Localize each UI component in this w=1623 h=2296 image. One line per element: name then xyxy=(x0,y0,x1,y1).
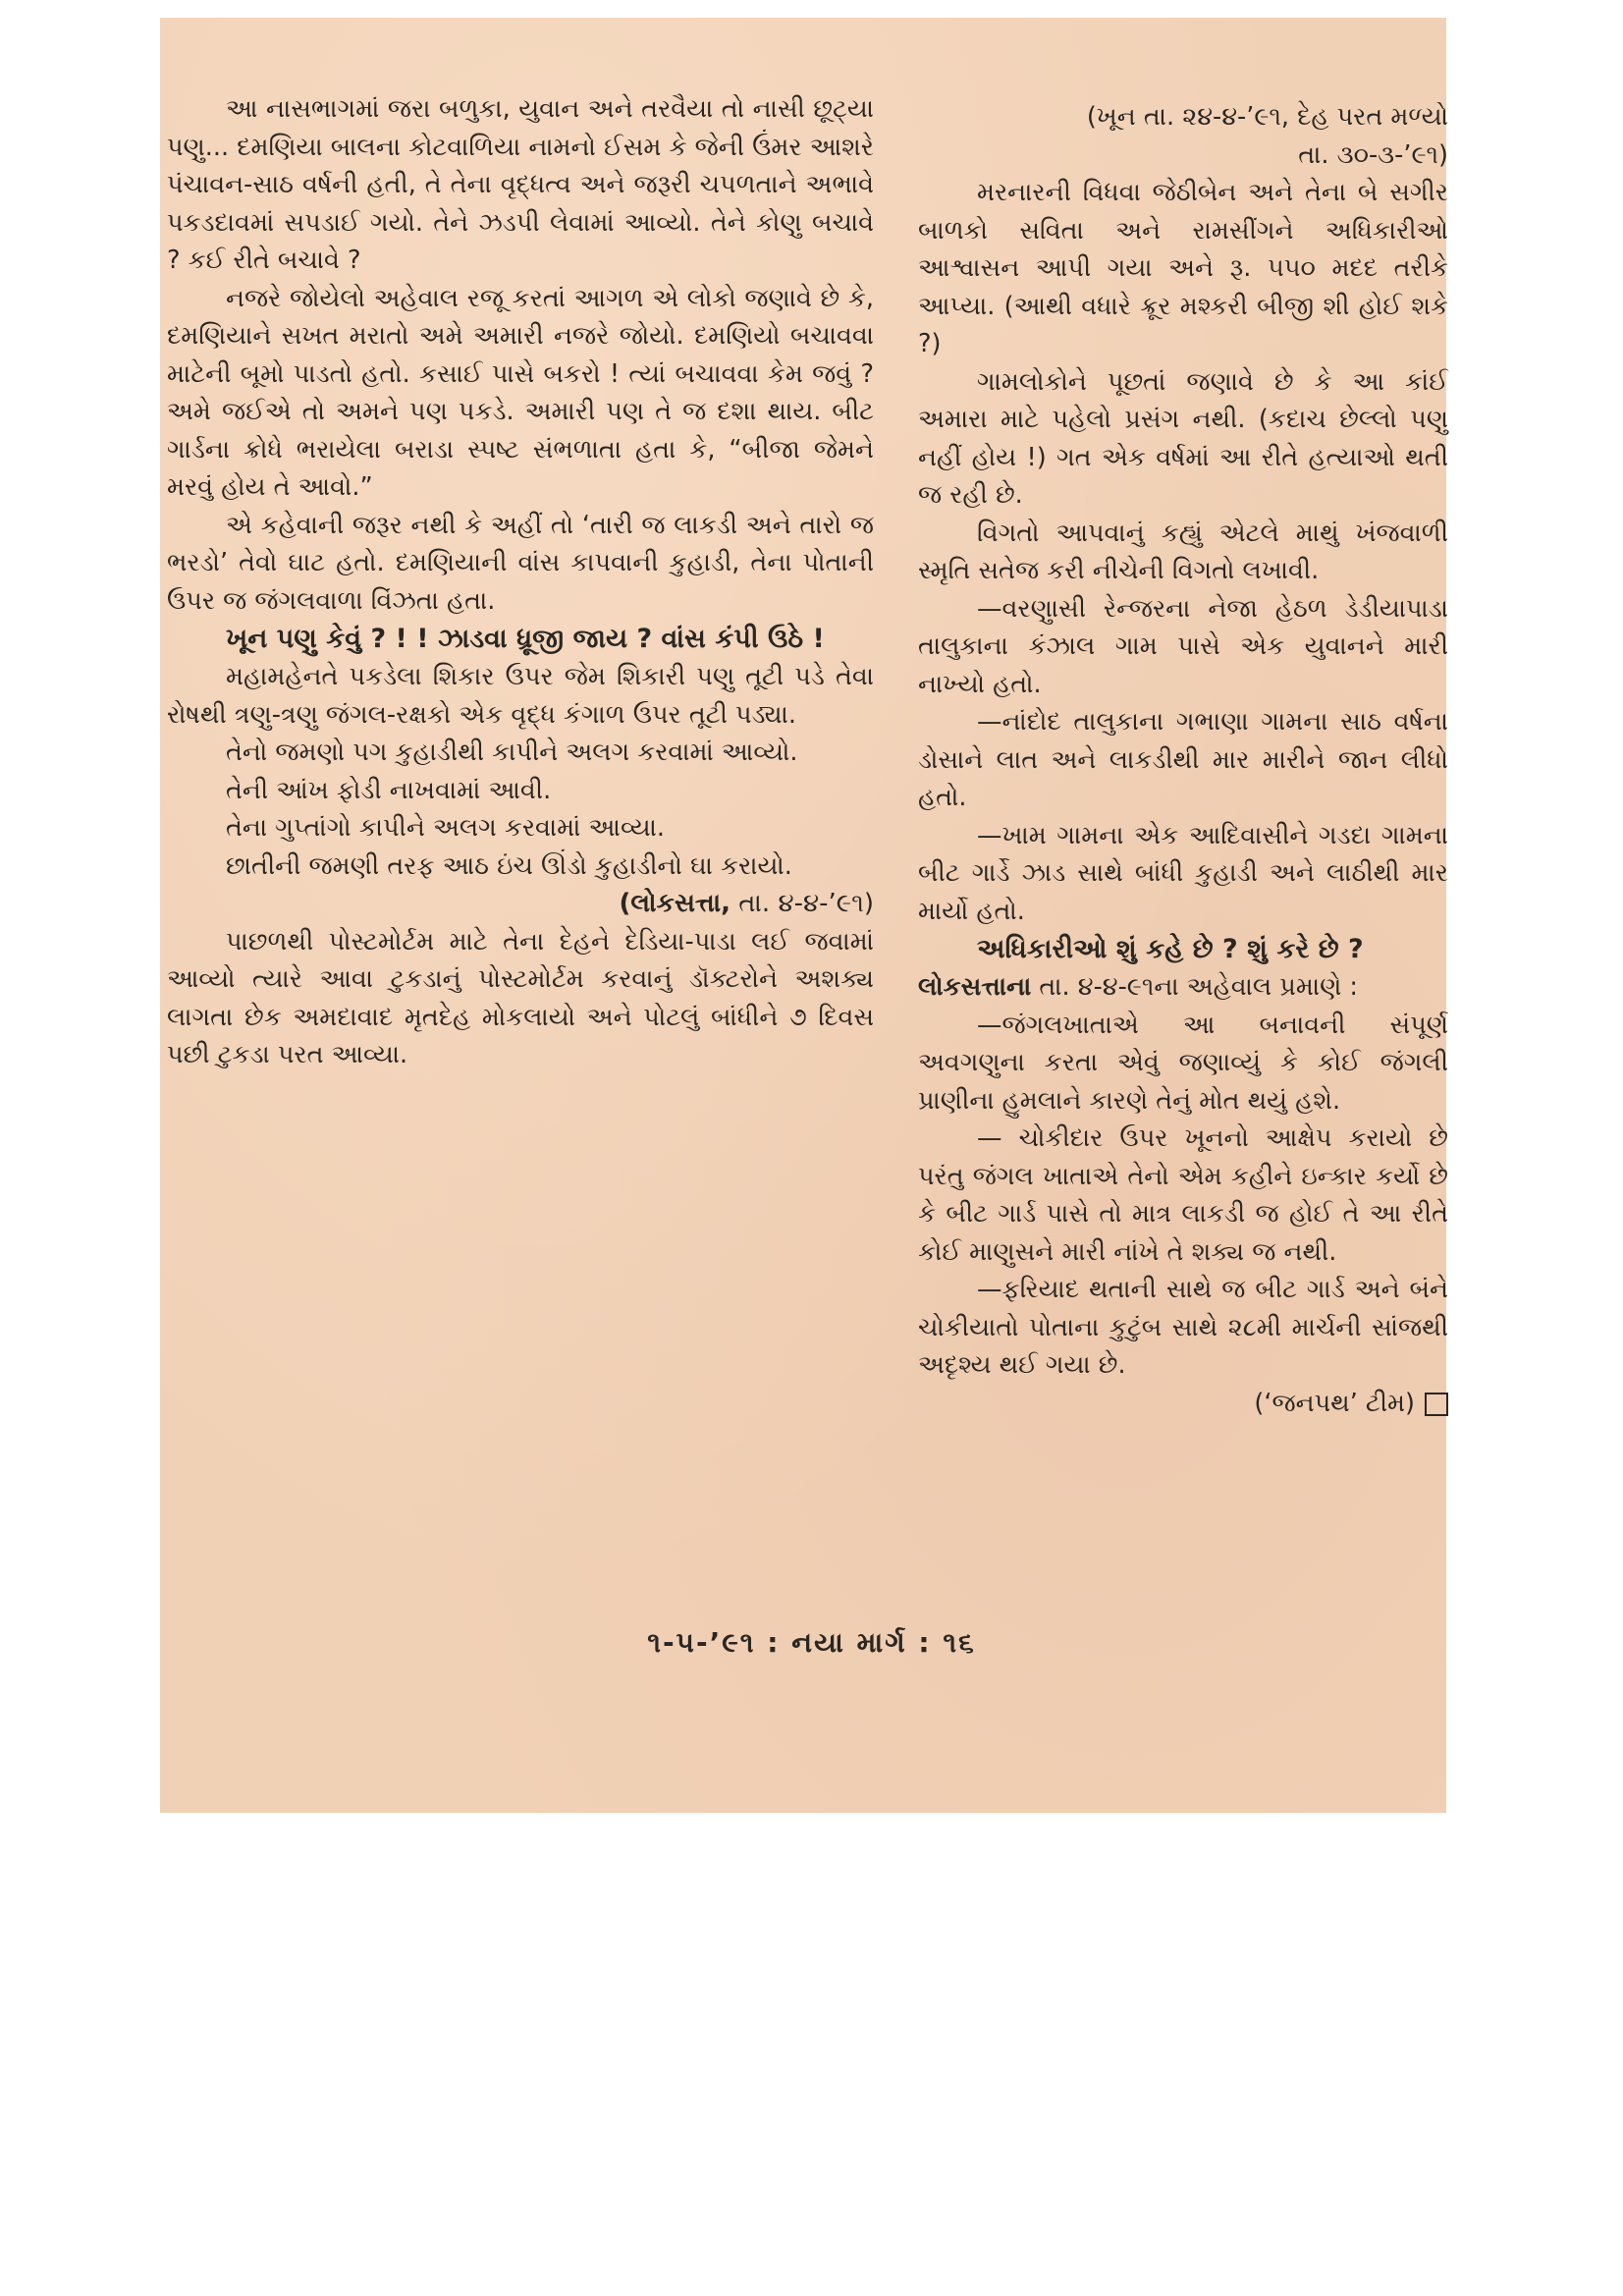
report-reference: તા. ૪-૪-૯૧ના અહેવાલ પ્રમાણે : xyxy=(1031,972,1359,1002)
paragraph: તેનો જમણો પગ કુહાડીથી કાપીને અલગ કરવામાં આવ્યો. xyxy=(226,738,798,767)
paragraph: પાછળથી પોસ્ટમોર્ટમ માટે તેના દેહને દેડિયા-પાડા લઈ જવામાં આવ્યો ત્યારે આવા ટુકડાનું પોસ્ટમોર્ટમ કરવાનું ડૉક્ટરોને અશક્ય લાગતા છેક અમદાવાદ મૃતદેહ મોકલાયો અને પોટલું બાંધીને ૭ દિવસ પછી ટુકડા પરત આવ્યા. xyxy=(167,926,874,1069)
paragraph: —ખામ ગામના એક આદિવાસીને ગડદા ગામના બીટ ગાર્ડે ઝાડ સાથે બાંધી કુહાડી અને લાઠીથી માર માર્યો હતો. xyxy=(918,820,1448,926)
source-citation xyxy=(167,885,874,923)
right-column xyxy=(918,98,1448,1422)
section-heading: ખૂન પણુ કેવું ? ! ! ઝાડવા ધ્રૂજી જાય ? વાંસ કંપી ઉઠે ! xyxy=(226,624,825,654)
paragraph: —ફરિયાદ થતાની સાથે જ બીટ ગાર્ડ અને બંને ચોકીયાતો પોતાના કુટુંબ સાથે ૨૮મી માર્ચની સાંજથી અદૃશ્ય થઈ ગયા છે. xyxy=(918,1275,1448,1380)
source-name: (લોકસત્તા, xyxy=(619,889,731,918)
paragraph: —નાંદોદ તાલુકાના ગભાણા ગામના સાઠ વર્ષના ડોસાને લાત અને લાકડીથી માર મારીને જાન લીધો હતો. xyxy=(918,707,1448,812)
paragraph: મહામહેનતે પકડેલા શિકાર ઉપર જેમ શિકારી પણુ તૂટી પડે તેવા રોષથી ત્રણુ-ત્રણુ જંગલ-રક્ષકો એક વૃદ્ધ કંગાળ ઉપર તૂટી પડ્યા. xyxy=(167,662,874,730)
paragraph: — ચોકીદાર ઉપર ખૂનનો આક્ષેપ કરાયો છે પરંતુ જંગલ ખાતાએ તેનો એમ કહીને ઇન્કાર કર્યો છે કે બીટ ગાર્ડ પાસે તો માત્ર લાકડી જ હોઈ તે આ રીતે કોઈ માણુસને મારી નાંખે તે શક્ય જ નથી. xyxy=(918,1123,1448,1267)
source-date: તા. ૪-૪-’૯૧) xyxy=(730,889,874,918)
dateline: (ખૂન તા. ૨૪-૪-’૯૧, દેહ પરત મળ્યો xyxy=(1086,102,1448,132)
paragraph: એ કહેવાની જરૂર નથી કે અહીં તો ‘તારી જ લાકડી અને તારો જ ભરડો’ તેવો ઘાટ હતો. દમણિયાની વાંસ કાપવાની કુહાડી, તેના પોતાની ઉપર જ જંગલવાળા વિંઝતા હતા. xyxy=(167,510,874,616)
left-column xyxy=(167,90,874,1074)
paragraph: છાતીની જમણી તરફ આઠ ઇંચ ઊંડો કુહાડીનો ઘા કરાયો. xyxy=(226,850,792,881)
paragraph: તેની આંખ ફોડી નાખવામાં આવી. xyxy=(226,775,552,805)
paragraph: આ નાસભાગમાં જરા બળુકા, યુવાન અને તરવૈયા તો નાસી છૂટ્યા પણુ... દમણિયા બાલના કોટવાળિયા નામનો ઈસમ કે જેની ઉંમર આશરે પંચાવન-સાઠ વર્ષની હતી, તે તેના વૃદ્ધત્વ અને જરૂરી ચપળતાને અભાવે પકડદાવમાં સપડાઈ ગયો. તેને ઝડપી લેવામાં આવ્યો. તેને કોણુ બચાવે ? કઈ રીતે બચાવે ? xyxy=(167,94,874,275)
signature: (‘જનપથ’ ટીમ) xyxy=(1254,1388,1415,1418)
paragraph: મરનારની વિધવા જેઠીબેન અને તેના બે સગીર બાળકો સવિતા અને રામસીંગને અધિકારીઓ આશ્વાસન આપી ગયા અને રૂ. ૫૫૦ મદદ તરીકે આપ્યા. (આથી વધારે ક્રૂર મશ્કરી બીજી શી હોઈ શકે ?) xyxy=(918,178,1448,358)
paragraph: —જંગલખાતાએ આ બનાવની સંપૂર્ણ અવગણુના કરતા એવું જણાવ્યું કે કોઈ જંગલી પ્રાણીના હુમલાને કારણે તેનું મોત થયું હશે. xyxy=(918,1010,1448,1116)
paragraph: ગામલોકોને પૂછતાં જણાવે છે કે આ કાંઈ અમારા માટે પહેલો પ્રસંગ નથી. (કદાચ છેલ્લો પણુ નહીં હોય !) ગત એક વર્ષમાં આ રીતે હત્યાઓ થતી જ રહી છે. xyxy=(918,366,1448,510)
paragraph: વિગતો આપવાનું કહ્યું એટલે માથું ખંજવાળી સ્મૃતિ સતેજ કરી નીચેની વિગતો લખાવી. xyxy=(918,518,1448,585)
section-heading: અધિકારીઓ શું કહે છે ? શું કરે છે ? xyxy=(977,934,1364,964)
paragraph: તેના ગુપ્તાંગો કાપીને અલગ કરવામાં આવ્યા. xyxy=(226,813,665,843)
end-mark-icon xyxy=(1425,1393,1448,1416)
paragraph: નજરે જોયેલો અહેવાલ રજૂ કરતાં આગળ એ લોકો જણાવે છે કે, દમણિયાને સખત મરાતો અમે અમારી નજરે જોયો. દમણિયો બચાવવા માટેની બૂમો પાડતો હતો. કસાઈ પાસે બકરો ! ત્યાં બચાવવા કેમ જવું ? અમે જઈએ તો અમને પણ પકડે. અમારી પણ તે જ દશા થાય. બીટ ગાર્ડના ક્રોધે ભરાયેલા બરાડા સ્પષ્ટ સંભળાતા હતા કે, “બીજા જેમને મરવું હોય તે આવો.” xyxy=(167,283,874,502)
source-name: લોકસત્તાના xyxy=(918,972,1032,1002)
paragraph xyxy=(918,968,1448,1007)
signature-line xyxy=(918,1385,1448,1423)
page-footer: ૧-૫-’૯૧ : નયા માર્ગ : ૧૬ xyxy=(647,1626,976,1659)
dateline: તા. ૩૦-૩-’૯૧) xyxy=(1298,139,1448,170)
paragraph: —વરણુાસી રેન્જરના નેજા હેઠળ ડેડીયાપાડા તાલુકાના કંઝાલ ગામ પાસે એક યુવાનને મારી નાખ્યો હતો. xyxy=(918,593,1448,699)
